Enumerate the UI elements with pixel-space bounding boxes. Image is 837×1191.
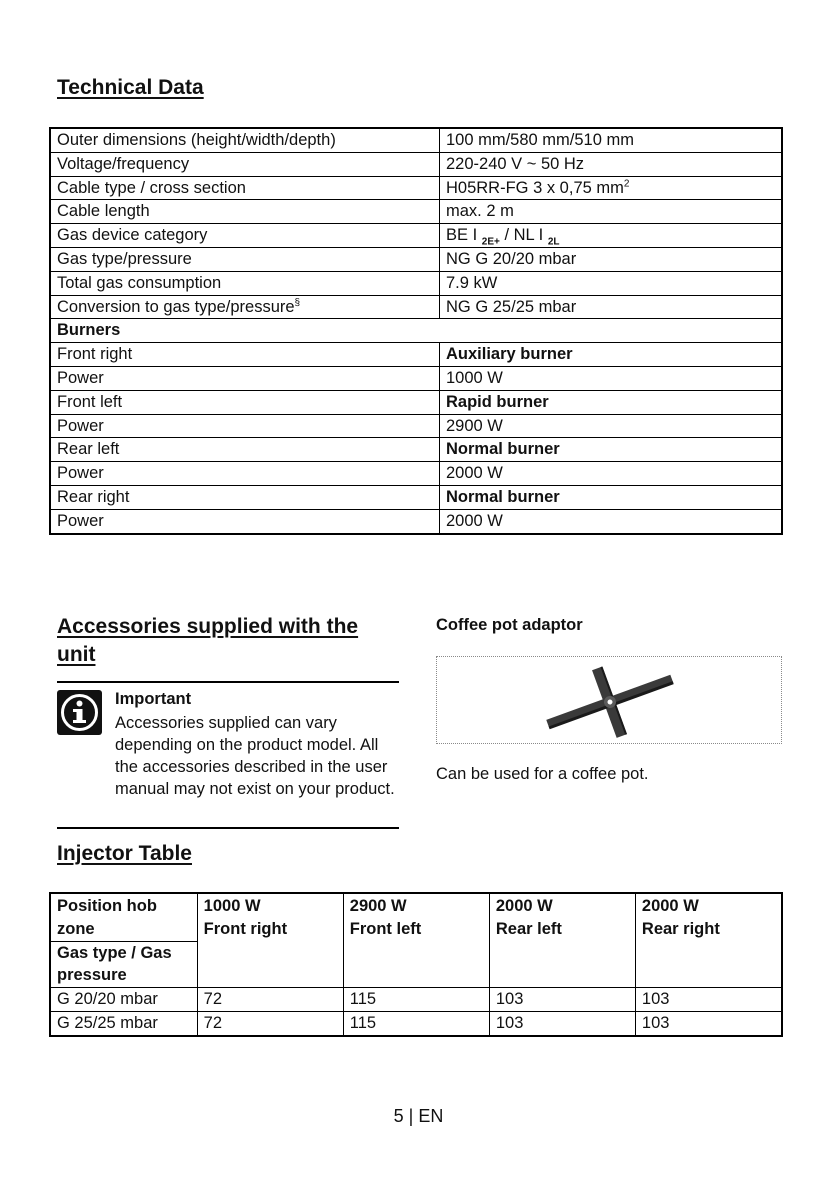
important-text: Accessories supplied can vary depending on the product model. All the accessories described in the user manual may not exist on your product. xyxy=(115,714,395,798)
table-row xyxy=(50,152,782,176)
coffee-pot-adaptor-image-frame xyxy=(436,656,782,744)
table-cell: Power xyxy=(50,414,440,438)
table-header-cell: Gas type / Gas pressure xyxy=(50,941,197,988)
column-zone: Front left xyxy=(349,919,422,938)
table-cell: 2900 W xyxy=(440,414,783,438)
divider xyxy=(57,827,399,829)
superscript: 2 xyxy=(623,178,630,190)
technical-data-heading: Technical Data xyxy=(57,76,204,99)
table-cell: 100 mm/580 mm/510 mm xyxy=(440,128,783,152)
column-power: 2900 W xyxy=(349,897,407,915)
table-row xyxy=(50,176,782,200)
page-number: 5 | EN xyxy=(393,1106,444,1126)
table-cell: Gas type/pressure xyxy=(50,247,440,271)
coffee-pot-adaptor-caption: Can be used for a coffee pot. xyxy=(436,765,649,783)
table-cell: Front right xyxy=(50,343,440,367)
coffee-pot-adaptor-heading: Coffee pot adaptor xyxy=(436,616,583,634)
table-cell: NG G 25/25 mbar xyxy=(440,295,783,319)
table-row xyxy=(50,224,782,248)
table-row xyxy=(50,247,782,271)
column-power: 2000 W xyxy=(641,897,699,915)
table-cell xyxy=(440,224,783,248)
injector-table-heading: Injector Table xyxy=(57,842,192,865)
cell-text: H05RR-FG 3 x 0,75 mm xyxy=(446,178,624,197)
table-cell: Cable length xyxy=(50,200,440,224)
superscript: § xyxy=(294,297,301,309)
subscript: 2L xyxy=(547,236,560,248)
table-cell: 115 xyxy=(343,1011,489,1035)
table-row xyxy=(50,414,782,438)
column-zone: Front right xyxy=(203,919,288,938)
coffee-pot-adaptor-illustration xyxy=(537,663,687,739)
table-cell: Power xyxy=(50,509,440,533)
column-zone: Rear left xyxy=(495,919,562,938)
table-row xyxy=(50,485,782,509)
table-row xyxy=(50,343,782,367)
table-cell: 2000 W xyxy=(440,509,783,533)
table-cell: NG G 20/20 mbar xyxy=(440,247,783,271)
table-row xyxy=(50,1011,782,1035)
table-row xyxy=(50,128,782,152)
important-label: Important xyxy=(115,690,192,708)
table-cell: G 20/20 mbar xyxy=(50,988,197,1012)
cell-text: / NL I xyxy=(499,226,544,245)
table-cell: Gas device category xyxy=(50,224,440,248)
table-row xyxy=(50,319,782,343)
table-cell: Rear left xyxy=(50,438,440,462)
column-power: 1000 W xyxy=(203,897,261,915)
table-cell: Power xyxy=(50,366,440,390)
table-cell: 72 xyxy=(197,988,343,1012)
table-cell: Cable type / cross section xyxy=(50,176,440,200)
table-row xyxy=(50,893,782,941)
divider xyxy=(57,681,399,683)
table-cell xyxy=(440,176,783,200)
table-row xyxy=(50,509,782,533)
table-row xyxy=(50,988,782,1012)
table-cell: G 25/25 mbar xyxy=(50,1011,197,1035)
table-cell: Front left xyxy=(50,390,440,414)
column-power: 2000 W xyxy=(495,897,553,915)
table-cell: Normal burner xyxy=(440,438,783,462)
table-cell: max. 2 m xyxy=(440,200,783,224)
burners-header: Burners xyxy=(50,319,782,343)
table-cell: Rear right xyxy=(50,485,440,509)
table-cell: 72 xyxy=(197,1011,343,1035)
table-cell: 103 xyxy=(489,1011,635,1035)
cell-text: BE I xyxy=(446,226,478,245)
table-cell: 103 xyxy=(489,988,635,1012)
table-row xyxy=(50,366,782,390)
table-cell: 103 xyxy=(635,1011,782,1035)
table-header-cell xyxy=(343,893,489,988)
cell-text: Conversion to gas type/pressure xyxy=(57,297,295,316)
column-zone: Rear right xyxy=(641,919,720,938)
table-header-cell xyxy=(635,893,782,988)
table-header-cell xyxy=(197,893,343,988)
table-row xyxy=(50,200,782,224)
table-cell: 103 xyxy=(635,988,782,1012)
table-row xyxy=(50,295,782,319)
table-cell: 115 xyxy=(343,988,489,1012)
table-cell: 220-240 V ~ 50 Hz xyxy=(440,152,783,176)
table-cell: Outer dimensions (height/width/depth) xyxy=(50,128,440,152)
technical-data-table xyxy=(49,127,783,535)
injector-table xyxy=(49,892,783,1037)
table-cell: Rapid burner xyxy=(440,390,783,414)
table-row xyxy=(50,271,782,295)
table-cell: Auxiliary burner xyxy=(440,343,783,367)
table-row xyxy=(50,438,782,462)
table-header-cell: Position hob zone xyxy=(50,893,197,941)
table-cell: Normal burner xyxy=(440,485,783,509)
info-icon xyxy=(57,690,102,735)
table-row xyxy=(50,390,782,414)
table-cell xyxy=(50,295,440,319)
table-cell: 1000 W xyxy=(440,366,783,390)
table-cell: Total gas consumption xyxy=(50,271,440,295)
table-cell: Voltage/frequency xyxy=(50,152,440,176)
accessories-heading: Accessories supplied with the unit xyxy=(57,615,359,666)
table-row xyxy=(50,462,782,486)
table-cell: 2000 W xyxy=(440,462,783,486)
subscript: 2E+ xyxy=(481,236,500,248)
table-header-cell xyxy=(489,893,635,988)
table-cell: Power xyxy=(50,462,440,486)
table-cell: 7.9 kW xyxy=(440,271,783,295)
